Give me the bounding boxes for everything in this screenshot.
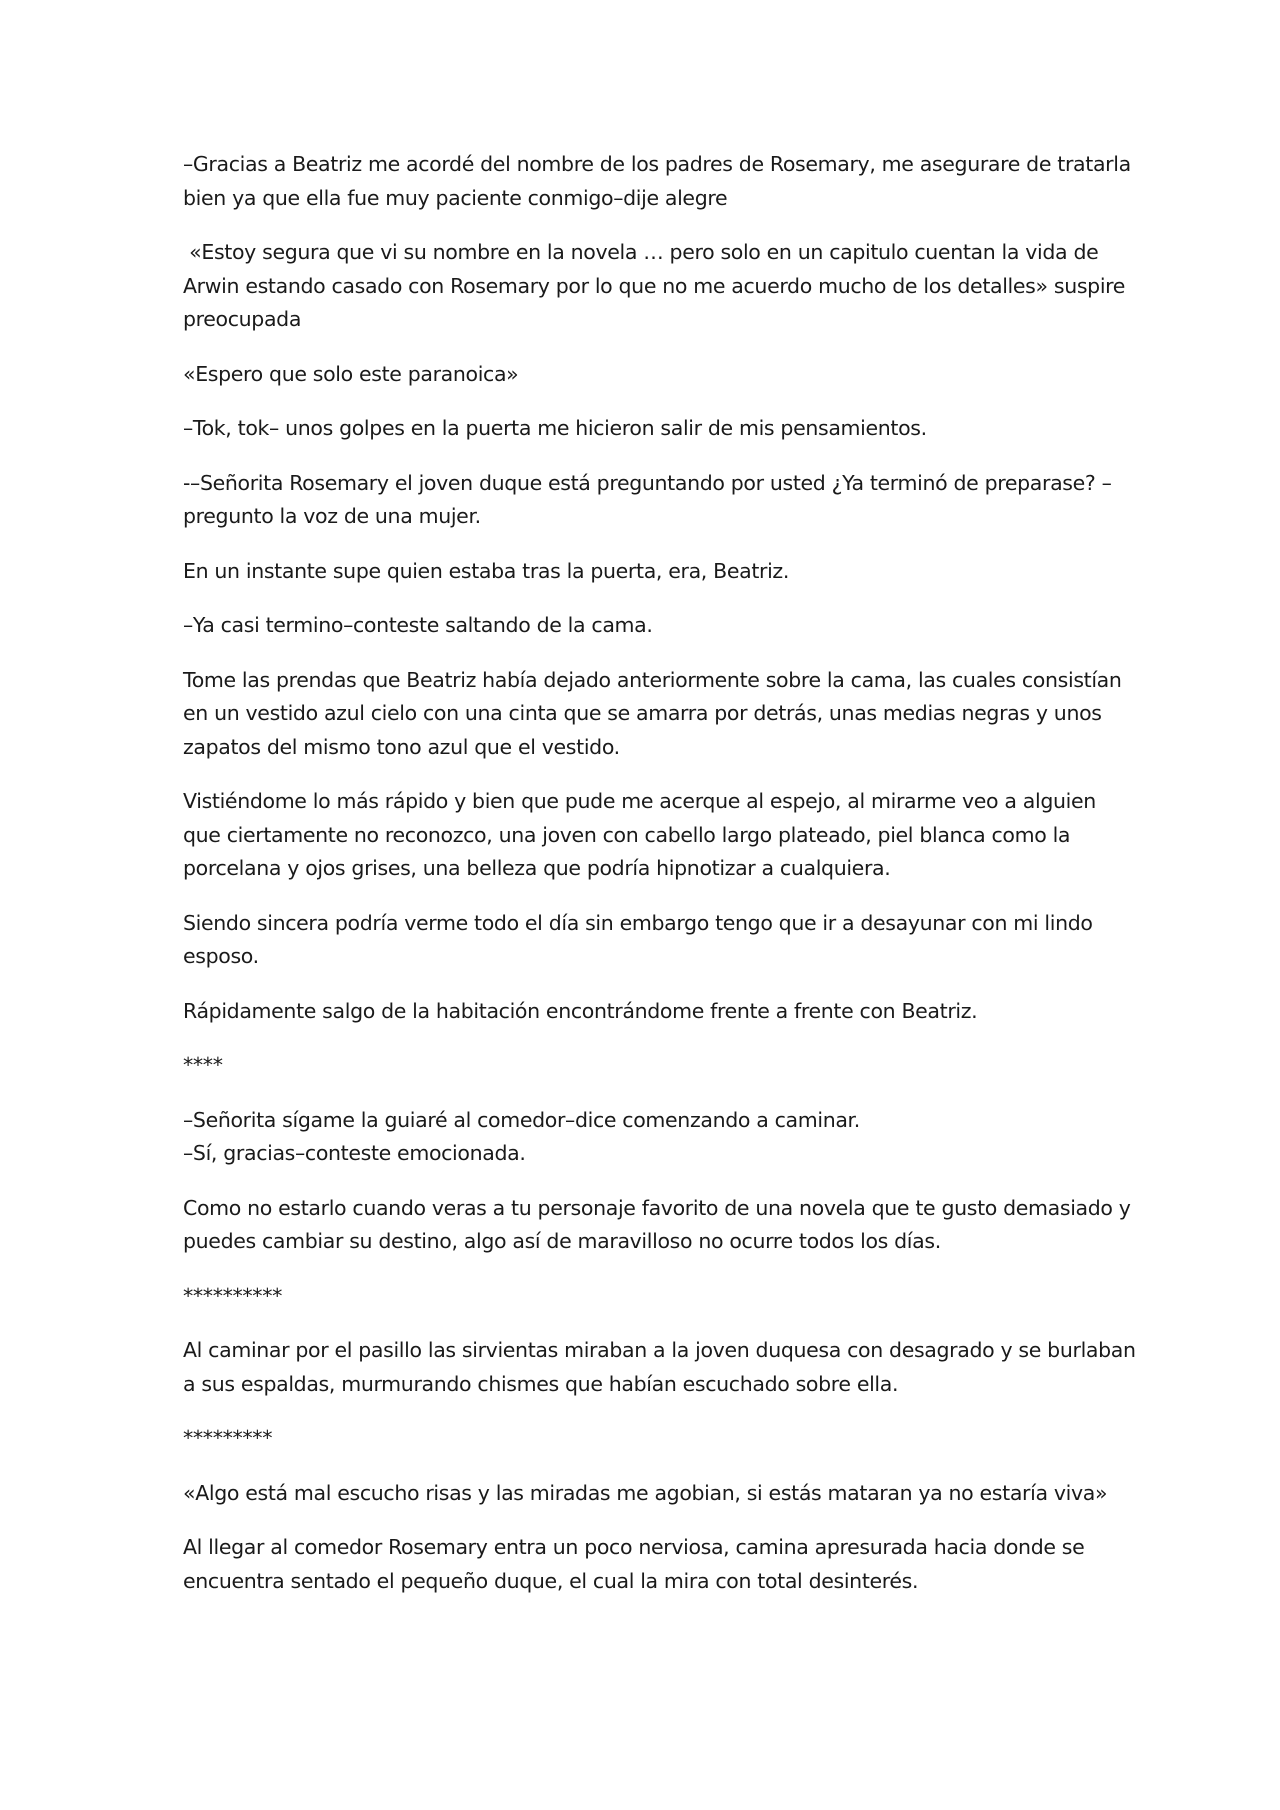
text-line: –Señorita sígame la guiaré al comedor–dice comenzando a caminar. xyxy=(183,1107,860,1132)
paragraph xyxy=(183,412,1103,446)
paragraph xyxy=(183,1531,1103,1598)
text-line: ********* xyxy=(183,1426,273,1450)
text-line: Tome las prendas que Beatriz había dejado anteriormente sobre la cama, las cuales consistían xyxy=(183,667,1122,692)
paragraph xyxy=(183,664,1122,765)
text-line: Al llegar al comedor Rosemary entra un poco nerviosa, camina apresurada hacia donde se xyxy=(183,1535,1085,1559)
paragraph xyxy=(183,1422,1103,1456)
text-line: Arwin estando casado con Rosemary por lo que no me acuerdo mucho de los detalles» suspire xyxy=(183,273,1126,298)
text-line: -–Señorita Rosemary el joven duque está preguntando por usted ¿Ya terminó de preparase? – xyxy=(183,470,1112,495)
text-line: **** xyxy=(183,1053,223,1077)
text-line: «Algo está mal escucho risas y las miradas me agobian, si estás mataran ya no estaría viva» xyxy=(183,1480,1108,1505)
text-line: que ciertamente no reconozco, una joven con cabello largo plateado, piel blanca como la xyxy=(183,822,1071,847)
paragraph xyxy=(183,609,1103,643)
text-line: pregunto la voz de una mujer. xyxy=(183,504,481,528)
paragraph xyxy=(183,358,1103,392)
text-line: bien ya que ella fue muy paciente conmigo–dije alegre xyxy=(183,185,728,210)
paragraph xyxy=(183,555,1103,589)
paragraph xyxy=(183,995,1103,1029)
text-line: –Tok, tok– unos golpes en la puerta me hicieron salir de mis pensamientos. xyxy=(183,416,927,440)
text-line: en un vestido azul cielo con una cinta que se amarra por detrás, unas medias negras y unos xyxy=(183,701,1102,725)
text-line: porcelana y ojos grises, una belleza que podría hipnotizar a cualquiera. xyxy=(183,856,891,880)
text-line: puedes cambiar su destino, algo así de maravilloso no ocurre todos los días. xyxy=(183,1229,941,1253)
text-line: Siendo sincera podría verme todo el día sin embargo tengo que ir a desayunar con mi lindo xyxy=(183,910,1093,935)
paragraph xyxy=(183,1477,1108,1511)
text-line: preocupada xyxy=(183,307,302,331)
text-line: a sus espaldas, murmurando chismes que habían escuchado sobre ella. xyxy=(183,1371,899,1396)
paragraph xyxy=(183,467,1112,534)
text-line: Como no estarlo cuando veras a tu personaje favorito de una novela que te gusto demasiado y xyxy=(183,1195,1131,1220)
text-line: –Ya casi termino–conteste saltando de la cama. xyxy=(183,613,653,637)
document-body xyxy=(183,148,1136,1619)
text-line: –Gracias a Beatriz me acordé del nombre de los padres de Rosemary, me asegurare de tratarla xyxy=(183,152,1131,176)
text-line: Vistiéndome lo más rápido y bien que pude me acerque al espejo, al mirarme veo a alguien xyxy=(183,789,1096,813)
text-line: En un instante supe quien estaba tras la puerta, era, Beatriz. xyxy=(183,558,790,583)
text-line: Al caminar por el pasillo las sirvientas miraban a la joven duquesa con desagrado y se burlaban xyxy=(183,1338,1136,1362)
paragraph xyxy=(183,1104,1103,1171)
text-line: «Espero que solo este paranoica» xyxy=(183,361,519,386)
text-line: –Sí, gracias–conteste emocionada. xyxy=(183,1141,526,1165)
paragraph xyxy=(183,907,1103,974)
paragraph xyxy=(183,148,1131,215)
paragraph xyxy=(183,1280,1103,1314)
paragraph xyxy=(183,1049,1103,1083)
paragraph xyxy=(183,785,1103,886)
paragraph xyxy=(183,1192,1131,1259)
text-line: «Estoy segura que vi su nombre en la novela … pero solo en un capitulo cuentan la vida de xyxy=(183,240,1099,264)
text-line: encuentra sentado el pequeño duque, el cual la mira con total desinterés. xyxy=(183,1568,919,1593)
text-line: ********** xyxy=(183,1283,283,1308)
text-line: esposo. xyxy=(183,944,259,968)
paragraph xyxy=(183,1334,1136,1401)
text-line: zapatos del mismo tono azul que el vestido. xyxy=(183,734,620,759)
text-line: Rápidamente salgo de la habitación encontrándome frente a frente con Beatriz. xyxy=(183,998,978,1023)
paragraph xyxy=(183,236,1126,337)
